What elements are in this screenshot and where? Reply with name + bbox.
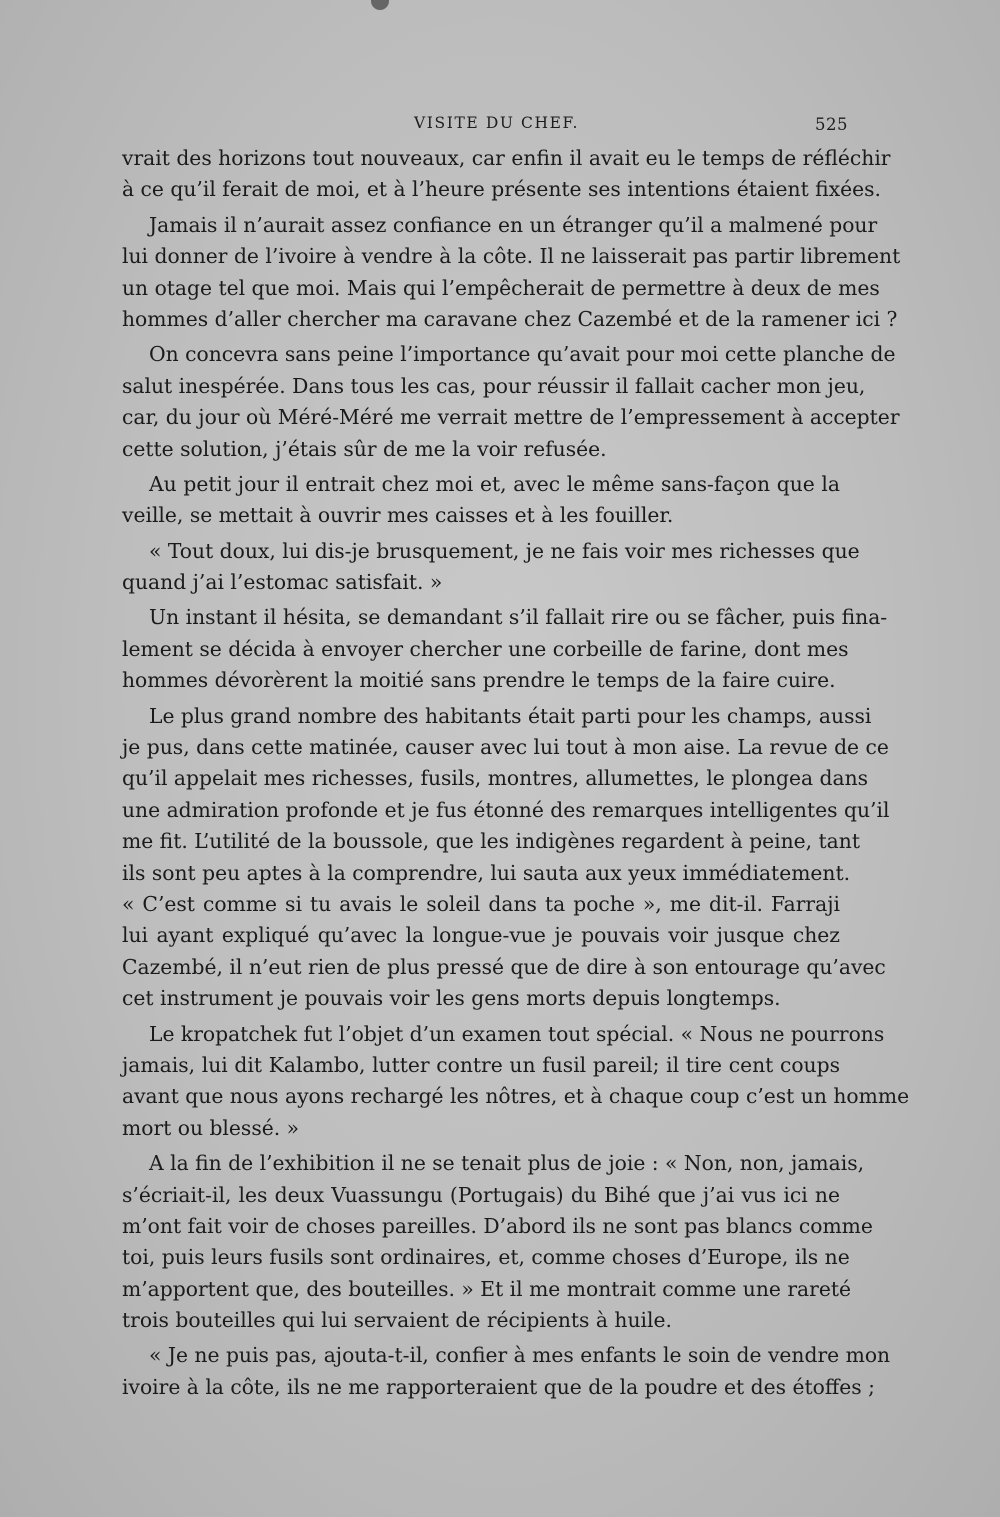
text-line: Le kropatchek fut l’objet d’un examen tout spécial. « Nous ne pourrons: [149, 1021, 885, 1046]
text-line: un otage tel que moi. Mais qui l’empêcherait de permettre à deux de mes: [122, 275, 880, 300]
paragraph: [122, 143, 891, 206]
running-header: [0, 114, 1000, 136]
text-line: Cazembé, il n’eut rien de plus pressé que de dire à son entourage qu’avec: [122, 954, 886, 979]
paragraph: [122, 1340, 891, 1403]
paragraph: [122, 602, 888, 696]
text-line: m’ont fait voir de choses pareilles. D’abord ils ne sont pas blancs comme: [122, 1213, 873, 1238]
text-line: lement se décida à envoyer chercher une corbeille de farine, dont mes: [122, 636, 849, 661]
text-line: cet instrument je pouvais voir les gens morts depuis longtemps.: [122, 986, 781, 1011]
paragraph: [122, 339, 900, 465]
text-line: « Tout doux, lui dis-je brusquement, je ne fais voir mes richesses que: [149, 538, 860, 563]
text-line: m’apportent que, des bouteilles. » Et il me montrait comme une rareté: [122, 1276, 851, 1301]
text-line: « C’est comme si tu avais le soleil dans ta poche », me dit-il. Farraji: [122, 891, 840, 916]
text-line: Jamais il n’aurait assez confiance en un étranger qu’il a malmené pour: [149, 212, 878, 237]
page-number: 525: [815, 115, 848, 134]
text-line: à ce qu’il ferait de moi, et à l’heure présente ses intentions étaient fixées.: [122, 177, 881, 202]
paragraph: [122, 1019, 910, 1145]
page-edge-mark: [371, 0, 389, 10]
text-line: je pus, dans cette matinée, causer avec lui tout à mon aise. La revue de ce: [122, 735, 889, 760]
text-line: me fit. L’utilité de la boussole, que les indigènes regardent à peine, tant: [122, 829, 860, 854]
text-line: veille, se mettait à ouvrir mes caisses et à les fouiller.: [122, 503, 674, 528]
text-line: « Je ne puis pas, ajouta-t-il, confier à mes enfants le soin de vendre mon: [149, 1343, 891, 1368]
paragraph: [122, 210, 901, 336]
text-line: avant que nous ayons rechargé les nôtres, et à chaque coup c’est un homme: [122, 1084, 910, 1109]
text-line: Au petit jour il entrait chez moi et, avec le même sans-façon que la: [149, 471, 840, 496]
text-line: Le plus grand nombre des habitants était parti pour les champs, aussi: [149, 703, 872, 728]
running-title: VISITE DU CHEF.: [414, 114, 580, 132]
paragraph: [122, 1148, 873, 1336]
text-line: jamais, lui dit Kalambo, lutter contre un fusil pareil; il tire cent coups: [122, 1052, 840, 1077]
text-line: toi, puis leurs fusils sont ordinaires, et, comme choses d’Europe, ils ne: [122, 1245, 850, 1270]
text-line: lui donner de l’ivoire à vendre à la côte. Il ne laisserait pas partir librement: [122, 244, 901, 269]
text-line: On concevra sans peine l’importance qu’avait pour moi cette planche de: [149, 342, 896, 367]
text-line: A la fin de l’exhibition il ne se tenait plus de joie : « Non, non, jamais,: [149, 1151, 865, 1176]
body-text: [122, 143, 910, 1403]
text-line: car, du jour où Méré-Méré me verrait mettre de l’empressement à accepter: [122, 405, 900, 430]
paragraph: [122, 701, 890, 1015]
text-line: qu’il appelait mes richesses, fusils, montres, allumettes, le plongea dans: [122, 766, 869, 791]
paragraph: [122, 469, 840, 532]
text-line: salut inespérée. Dans tous les cas, pour réussir il fallait cacher mon jeu,: [122, 373, 866, 398]
text-line: trois bouteilles qui lui servaient de récipients à huile.: [122, 1308, 672, 1333]
text-line: ils sont peu aptes à la comprendre, lui sauta aux yeux immédiatement.: [122, 860, 851, 885]
text-line: s’écriait-il, les deux Vuassungu (Portugais) du Bihé que j’ai vus ici ne: [122, 1182, 840, 1207]
text-line: hommes dévorèrent la moitié sans prendre le temps de la faire cuire.: [122, 668, 836, 693]
text-line: Un instant il hésita, se demandant s’il fallait rire ou se fâcher, puis fina-: [149, 605, 888, 630]
text-line: hommes d’aller chercher ma caravane chez Cazembé et de la ramener ici ?: [122, 306, 898, 331]
text-line: vrait des horizons tout nouveaux, car enfin il avait eu le temps de réfléchir: [122, 146, 891, 170]
text-line: quand j’ai l’estomac satisfait. »: [122, 570, 443, 595]
text-line: mort ou blessé. »: [122, 1115, 300, 1140]
text-line: une admiration profonde et je fus étonné des remarques intelligentes qu’il: [122, 797, 890, 822]
text-line: ivoire à la côte, ils ne me rapporteraient que de la poudre et des étoffes ;: [122, 1374, 875, 1399]
paragraph: [122, 536, 860, 599]
text-line: cette solution, j’étais sûr de me la voir refusée.: [122, 436, 607, 461]
text-line: lui ayant expliqué qu’avec la longue-vue je pouvais voir jusque chez: [122, 923, 840, 948]
